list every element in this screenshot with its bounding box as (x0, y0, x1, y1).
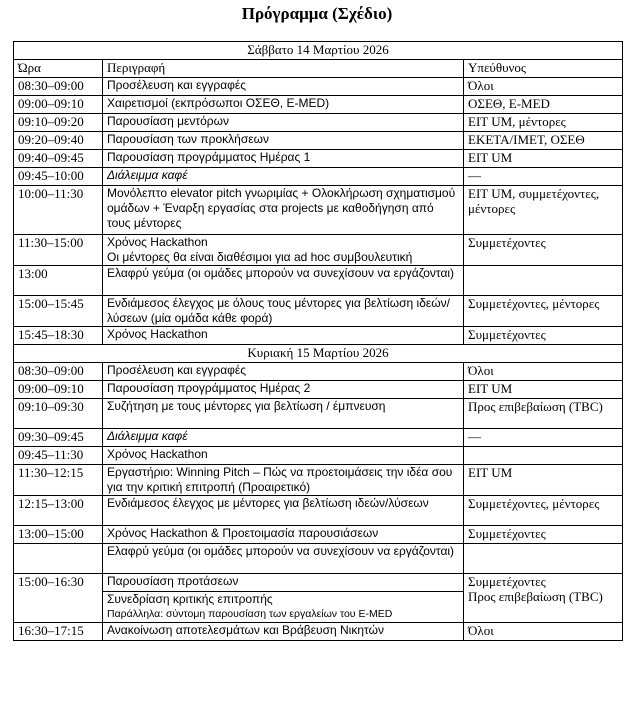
description-line: Χρόνος Hackathon (107, 235, 208, 249)
responsible-line: Προς επιβεβαίωση (TBC) (468, 589, 603, 604)
day-header-sunday (14, 345, 623, 363)
description-cell (103, 235, 464, 266)
table-row (14, 544, 623, 574)
description-cell: Ενδιάμεσος έλεγχος με όλους τους μέντορες για βελτίωση ιδεών/λύσεων (μία ομάδα κάθε φορά) (103, 296, 464, 327)
table-row (14, 447, 623, 465)
responsible-cell (464, 544, 623, 574)
description-cell: Παρουσίαση προγράμματος Ημέρας 2 (103, 381, 464, 399)
day-header-saturday (14, 42, 623, 60)
page-title: Πρόγραμμα (Σχέδιο) (241, 4, 393, 23)
time-cell: 15:00–15:45 (14, 296, 103, 327)
time-cell: 08:30–09:00 (14, 363, 103, 381)
table-row (14, 266, 623, 296)
responsible-cell: EIT UM (464, 381, 623, 399)
time-cell: 09:20–09:40 (14, 132, 103, 150)
responsible-cell: Συμμετέχοντες, μέντορες (464, 496, 623, 526)
description-note: Οι μέντορες θα είναι διαθέσιμοι για ad hoc συμβουλευτική (107, 250, 413, 264)
table-row (14, 429, 623, 447)
col-header-responsible: Υπεύθυνος (464, 60, 623, 78)
day-label: Κυριακή 15 Μαρτίου 2026 (14, 345, 623, 363)
description-cell: Παρουσίαση των προκλήσεων (103, 132, 464, 150)
table-row (14, 296, 623, 327)
col-header-time: Ώρα (14, 60, 103, 78)
column-header-row (14, 60, 623, 78)
responsible-cell: EIT UM, συμμετέχοντες, μέντορες (464, 186, 623, 235)
responsible-cell: Προς επιβεβαίωση (TBC) (464, 399, 623, 429)
description-cell: Χρόνος Hackathon (103, 447, 464, 465)
time-cell: 12:15–13:00 (14, 496, 103, 526)
responsible-cell: Συμμετέχοντες (464, 526, 623, 544)
table-row (14, 235, 623, 266)
description-cell: Παρουσίαση προτάσεων (103, 574, 464, 592)
description-cell: Διάλειμμα καφέ (103, 429, 464, 447)
responsible-cell (464, 266, 623, 296)
responsible-cell: Συμμετέχοντες, μέντορες (464, 296, 623, 327)
time-cell: 09:40–09:45 (14, 150, 103, 168)
responsible-line: Συμμετέχοντες (468, 574, 546, 589)
table-row (14, 574, 623, 592)
responsible-cell: Συμμετέχοντες (464, 235, 623, 266)
table-row (14, 399, 623, 429)
responsible-cell (464, 574, 623, 623)
table-row (14, 623, 623, 641)
responsible-cell (464, 447, 623, 465)
description-cell: Διάλειμμα καφέ (103, 168, 464, 186)
responsible-cell: — (464, 168, 623, 186)
description-cell: Προσέλευση και εγγραφές (103, 78, 464, 96)
table-row (14, 96, 623, 114)
description-cell: Μονόλεπτο elevator pitch γνωριμίας + Ολοκλήρωση σχηματισμού ομάδων + Έναρξη εργασίας στα projects με καθοδήγηση από τους μέντορες (103, 186, 464, 235)
time-cell: 09:00–09:10 (14, 381, 103, 399)
responsible-cell: EIT UM, μέντορες (464, 114, 623, 132)
schedule-table (13, 41, 623, 641)
responsible-cell: EIT UM (464, 150, 623, 168)
time-cell: 15:00–16:30 (14, 574, 103, 623)
responsible-cell: Όλοι (464, 363, 623, 381)
day-label: Σάββατο 14 Μαρτίου 2026 (14, 42, 623, 60)
col-header-description: Περιγραφή (103, 60, 464, 78)
table-row (14, 168, 623, 186)
table-row (14, 526, 623, 544)
description-cell: Χρόνος Hackathon & Προετοιμασία παρουσιάσεων (103, 526, 464, 544)
time-cell: 16:30–17:15 (14, 623, 103, 641)
responsible-cell: ΟΣΕΘ, E-MED (464, 96, 623, 114)
description-cell: Παρουσίαση μεντόρων (103, 114, 464, 132)
description-cell: Ενδιάμεσος έλεγχος με μέντορες για βελτίωση ιδεών/λύσεων (103, 496, 464, 526)
responsible-cell: EIT UM (464, 465, 623, 496)
description-cell: Ανακοίνωση αποτελεσμάτων και Βράβευση Νικητών (103, 623, 464, 641)
description-line: Συνεδρίαση κριτικής επιτροπής (107, 592, 273, 606)
responsible-cell: Συμμετέχοντες (464, 327, 623, 345)
description-cell: Χαιρετισμοί (εκπρόσωποι ΟΣΕΘ, E-MED) (103, 96, 464, 114)
table-row (14, 363, 623, 381)
description-cell: Ελαφρύ γεύμα (οι ομάδες μπορούν να συνεχίσουν να εργάζονται) (103, 544, 464, 574)
table-row (14, 381, 623, 399)
description-cell: Παρουσίαση προγράμματος Ημέρας 1 (103, 150, 464, 168)
table-row (14, 150, 623, 168)
time-cell: 09:10–09:30 (14, 399, 103, 429)
description-cell: Εργαστήριο: Winning Pitch – Πώς να προετοιμάσεις την ιδέα σου για την κριτική επιτροπή (Προαιρετικό) (103, 465, 464, 496)
time-cell: 11:30–15:00 (14, 235, 103, 266)
description-cell: Ελαφρύ γεύμα (οι ομάδες μπορούν να συνεχίσουν να εργάζονται) (103, 266, 464, 296)
time-cell: 09:45–10:00 (14, 168, 103, 186)
time-cell (14, 544, 103, 574)
description-cell: Χρόνος Hackathon (103, 327, 464, 345)
time-cell: 09:30–09:45 (14, 429, 103, 447)
responsible-cell: — (464, 429, 623, 447)
description-cell: Συζήτηση με τους μέντορες για βελτίωση / έμπνευση (103, 399, 464, 429)
description-cell: Προσέλευση και εγγραφές (103, 363, 464, 381)
time-cell: 11:30–12:15 (14, 465, 103, 496)
time-cell: 09:45–11:30 (14, 447, 103, 465)
table-row (14, 465, 623, 496)
time-cell: 09:00–09:10 (14, 96, 103, 114)
time-cell: 15:45–18:30 (14, 327, 103, 345)
responsible-cell: ΕΚΕΤΑ/ΙΜΕΤ, ΟΣΕΘ (464, 132, 623, 150)
table-row (14, 327, 623, 345)
description-cell (103, 592, 464, 623)
table-row (14, 186, 623, 235)
table-row (14, 132, 623, 150)
table-row (14, 78, 623, 96)
time-cell: 09:10–09:20 (14, 114, 103, 132)
responsible-cell: Όλοι (464, 78, 623, 96)
responsible-cell: Όλοι (464, 623, 623, 641)
table-row (14, 496, 623, 526)
description-note: Παράλληλα: σύντομη παρουσίαση των εργαλείων του E-MED (107, 608, 393, 620)
time-cell: 13:00–15:00 (14, 526, 103, 544)
time-cell: 10:00–11:30 (14, 186, 103, 235)
time-cell: 13:00 (14, 266, 103, 296)
time-cell: 08:30–09:00 (14, 78, 103, 96)
table-row (14, 114, 623, 132)
